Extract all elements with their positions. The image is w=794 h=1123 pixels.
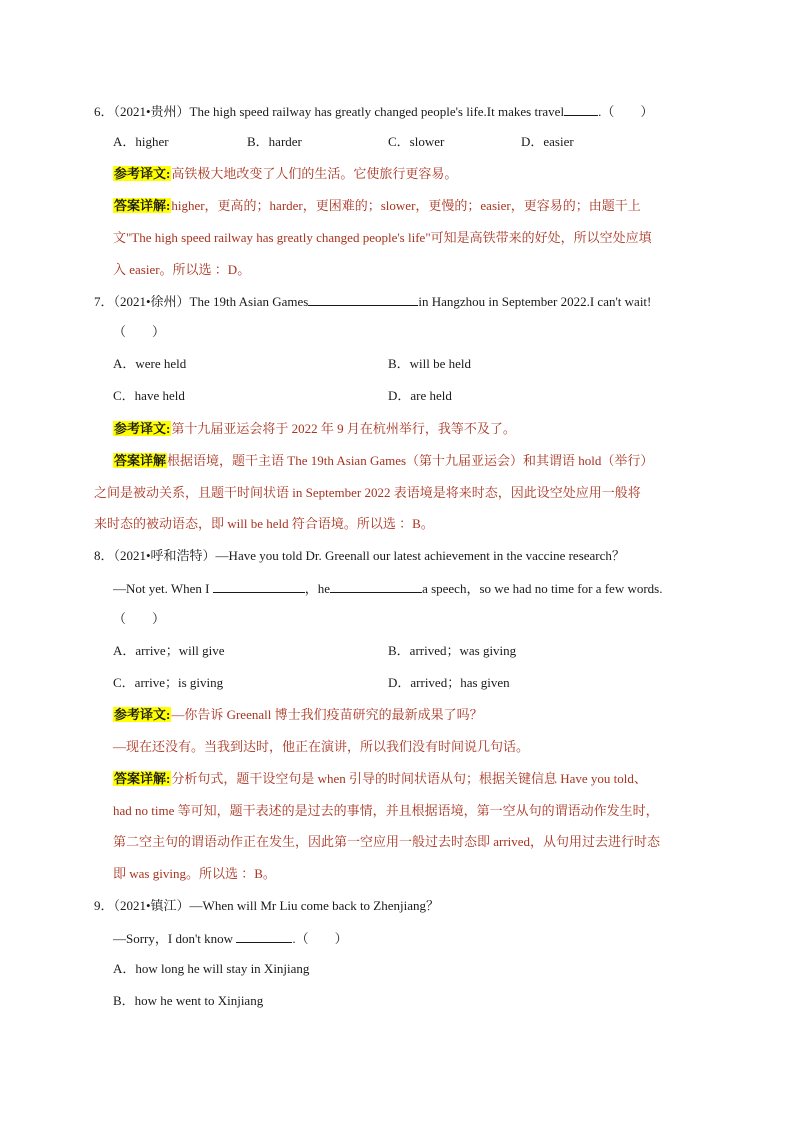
answer-parentheses: （ ） <box>113 324 166 339</box>
option-a: A．higher <box>113 134 169 149</box>
translation-8-line-1: 参考译文:—你告诉 Greenall 博士我们疫苗研究的最新成果了吗？ <box>114 707 483 722</box>
answer-parentheses: （ ） <box>113 611 166 626</box>
explanation-7-line-3: 来时态的被动语态，即 will be held 符合语境。所以选 ：B。 <box>94 516 434 531</box>
option-a: A．arrive；will give <box>113 643 225 658</box>
option-c: C．slower <box>388 134 445 149</box>
option-a: A．how long he will stay in Xinjiang <box>113 961 310 976</box>
option-d: D．arrived；has given <box>388 675 510 690</box>
translation-6: 参考译文:高铁极大地改变了人们的生活。它使旅行更容易。 <box>114 166 458 181</box>
explanation-label: 答案详解: <box>114 771 171 786</box>
translation-label: 参考译文: <box>114 166 171 181</box>
answer-blank-2 <box>330 579 422 593</box>
explanation-7-line-2: 之间是被动关系，且题干时间状语 in September 2022 表语境是将来时态，因此设空处应用一般将 <box>94 485 641 500</box>
explanation-6-line-2: 文"The high speed railway has greatly changed people's life"可知是高铁带来的好处，所以空处应填 <box>113 230 652 245</box>
explanation-8-line-3: 第二空主句的谓语动作正在发生，因此第一空应用一般过去时态即 arrived，从句用过去进行时态 <box>113 834 661 849</box>
explanation-8-line-4: 即 was giving。所以选 ：B。 <box>113 866 276 881</box>
explanation-6-line-1: 答案详解:higher，更高的；harder，更困难的；slower，更慢的；easier，更容易的；由题干上 <box>114 198 641 213</box>
answer-blank-1 <box>213 579 305 593</box>
explanation-7-line-1: 答案详解根据语境，题干主语 The 19th Asian Games（第十九届亚运会）和其谓语 hold（举行） <box>114 453 654 468</box>
explanation-label: 答案详解: <box>114 198 171 213</box>
explanation-label: 答案详解 <box>114 453 167 468</box>
question-6-stem: 6．（2021•贵州）The high speed railway has greatly changed people's life.It makes travel .（ ） <box>94 104 654 119</box>
question-8-stem: 8．（2021•呼和浩特）—Have you told Dr. Greenall our latest achievement in the vaccine research？ <box>94 548 625 563</box>
answer-blank <box>308 292 418 306</box>
option-c: C．arrive；is giving <box>113 675 224 690</box>
question-7-stem: 7．（2021•徐州）The 19th Asian Games in Hangzhou in September 2022.I can't wait! <box>94 294 652 309</box>
option-b: B．will be held <box>388 356 472 371</box>
option-b: B．how he went to Xinjiang <box>113 993 264 1008</box>
option-d: D．are held <box>388 388 452 403</box>
question-8-line-2: —Not yet. When I ，he a speech，so we had no time for a few words. <box>113 581 663 596</box>
question-9-line-2: —Sorry，I don't know .（ ） <box>113 931 348 946</box>
explanation-6-line-3: 入 easier。所以选 ：D。 <box>113 262 251 277</box>
translation-label: 参考译文: <box>114 421 171 436</box>
translation-7: 参考译文:第十九届亚运会将于 2022 年 9 月在杭州举行，我等不及了。 <box>114 421 516 436</box>
explanation-8-line-2: had no time 等可知，题干表述的是过去的事情，并且根据语境，第一空从句的谓语动作发生时， <box>113 803 659 818</box>
option-a: A．were held <box>113 356 187 371</box>
option-d: D．easier <box>521 134 574 149</box>
explanation-8-line-1: 答案详解:分析句式，题干设空句是 when 引导的时间状语从句；根据关键信息 Have you told、 <box>114 771 647 786</box>
question-9-stem: 9．（2021•镇江）—When will Mr Liu come back to Zhenjiang？ <box>94 898 440 913</box>
answer-blank <box>564 102 598 116</box>
option-b: B．arrived；was giving <box>388 643 517 658</box>
option-b: B．harder <box>247 134 302 149</box>
answer-blank <box>236 929 292 943</box>
translation-8-line-2: —现在还没有。当我到达时，他正在演讲，所以我们没有时间说几句话。 <box>113 739 530 754</box>
translation-label: 参考译文: <box>114 707 171 722</box>
option-c: C．have held <box>113 388 185 403</box>
